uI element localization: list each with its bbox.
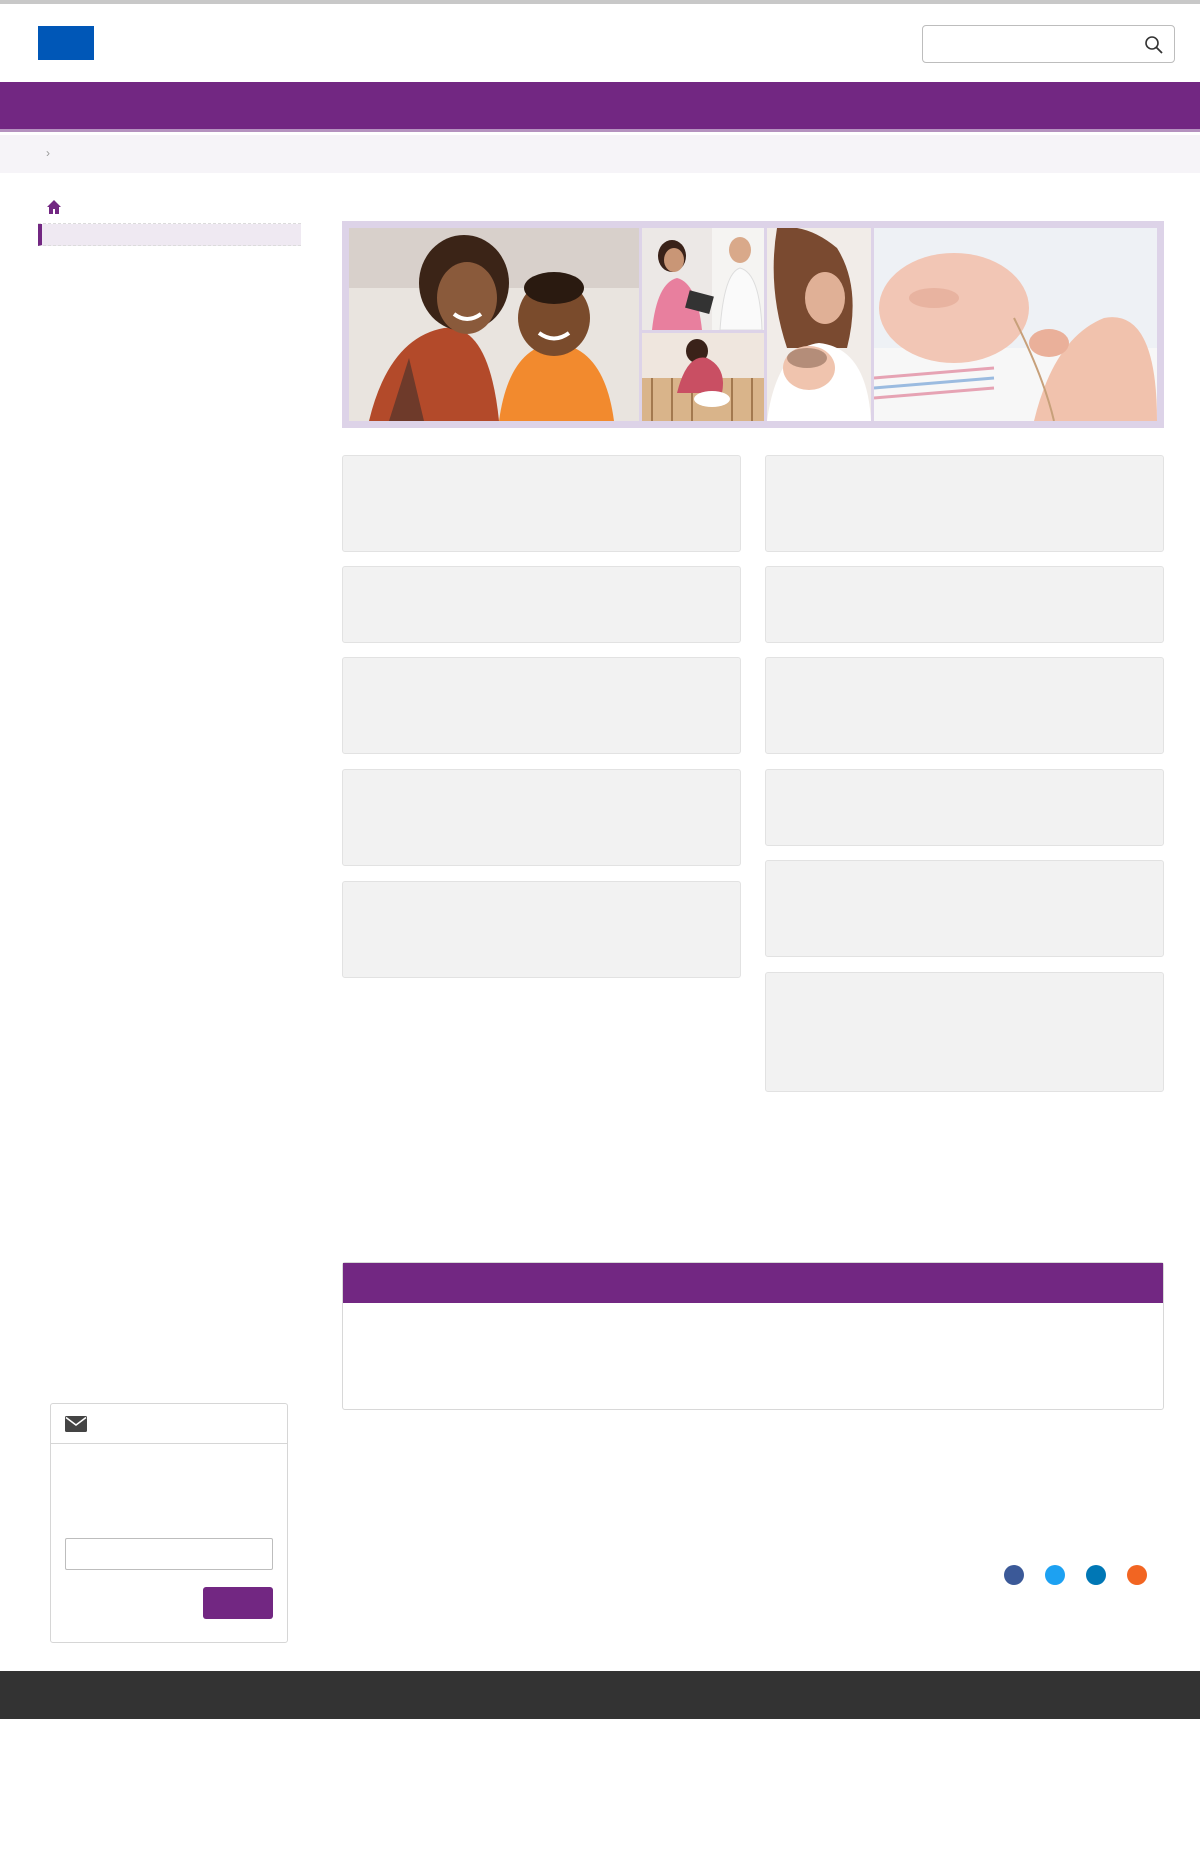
footer-light [0,1719,1200,1781]
hero-photo-mother-newborn [767,228,871,421]
hero-photo-preemie-hand [874,228,1157,421]
facebook-icon[interactable] [1004,1565,1024,1585]
chevron-right-icon: › [46,146,50,160]
card-maternal-mortality[interactable] [765,455,1164,552]
hero-photo-crib [642,333,764,421]
site-header [0,4,1200,82]
hero-photo-pregnant-doctor [642,228,764,330]
card-weight-gain-during-pregnancy[interactable] [342,657,741,754]
card-infant-mortality[interactable] [765,769,1164,846]
left-nav [38,190,301,246]
card-perinatal-quality-collaboratives[interactable] [765,860,1164,957]
email-updates-box [50,1403,288,1643]
card-depression-among-women[interactable] [342,881,741,978]
breadcrumb [38,146,58,160]
search-input[interactable] [931,32,1131,56]
main-content [342,190,1164,1095]
share-icons [1004,1565,1147,1585]
hero-photo-mother-toddler [349,228,639,421]
twitter-icon[interactable] [1045,1565,1065,1585]
search-box [922,25,1175,63]
related-resources [342,1262,1164,1410]
cdc-logo[interactable] [38,26,94,60]
related-item [358,1377,1148,1395]
email-updates-text [51,1444,287,1456]
site-title-band [0,82,1200,132]
email-field[interactable] [65,1538,273,1570]
home-icon [46,199,62,215]
syndicate-icon[interactable] [1127,1565,1147,1585]
related-item [358,1313,1148,1331]
search-icon[interactable] [1144,35,1164,55]
hero-image-collage [342,221,1164,428]
card-cdc-locate[interactable] [765,972,1164,1092]
topic-cards [342,455,1164,1095]
card-suid-and-sids[interactable] [765,657,1164,754]
card-substance-use-during-pregnancy[interactable] [342,769,741,866]
related-item [358,1345,1148,1363]
card-pregnancy-complications[interactable] [342,455,741,552]
card-diabetes-during-pregnancy[interactable] [342,566,741,643]
related-resources-title [343,1263,1163,1303]
linkedin-icon[interactable] [1086,1565,1106,1585]
nav-item-maternal-infant-health[interactable] [38,224,301,246]
card-preterm-birth[interactable] [765,566,1164,643]
email-updates-header [51,1404,287,1444]
envelope-icon [65,1416,87,1432]
submit-button[interactable] [203,1587,273,1619]
breadcrumb-bar [0,135,1200,173]
nav-home[interactable] [38,190,301,224]
footer-dark [0,1671,1200,1719]
